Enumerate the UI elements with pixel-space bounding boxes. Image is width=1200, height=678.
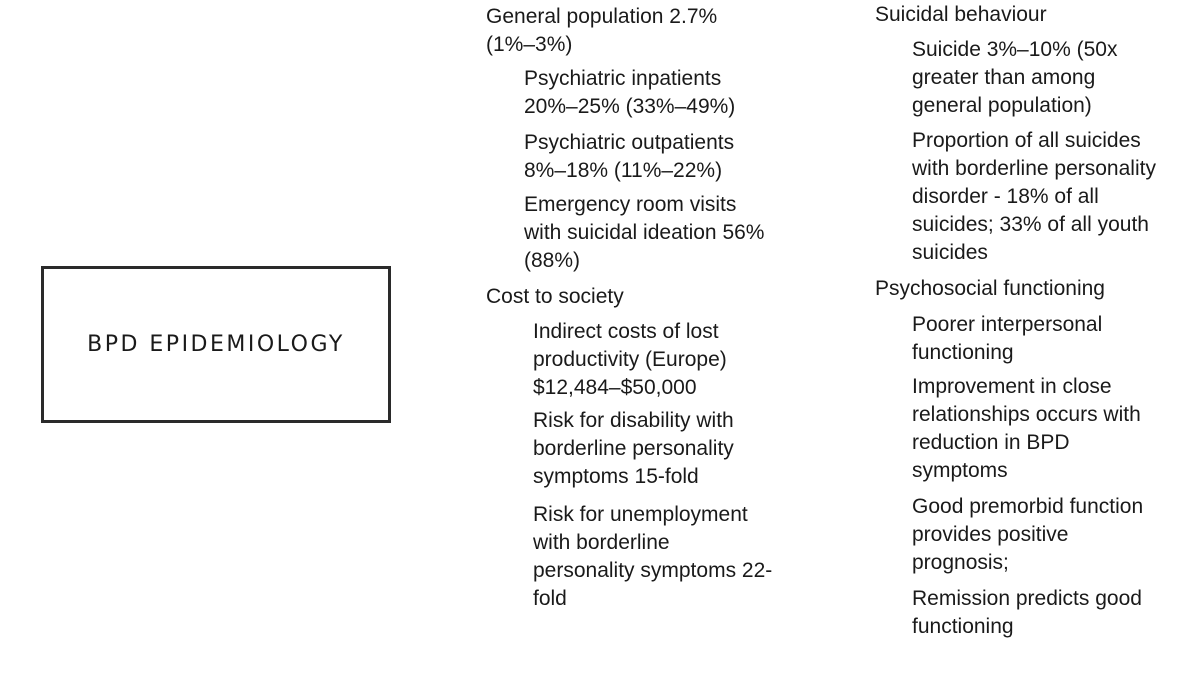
section-heading-cost-line: Cost to society xyxy=(486,285,624,308)
section-item-psychosocial-line: Good premorbid function xyxy=(912,495,1144,518)
section-item-psychosocial xyxy=(912,493,1143,577)
section-item-prevalence xyxy=(524,191,764,275)
section-item-cost-line: Indirect costs of lost xyxy=(533,320,719,343)
section-item-prevalence-line: with suicidal ideation 56% xyxy=(524,221,765,244)
section-item-psychosocial-line: Improvement in close xyxy=(912,375,1112,398)
section-item-cost-line: Risk for disability with xyxy=(533,409,734,432)
section-item-suicidal-line: suicides; 33% of all youth xyxy=(912,213,1149,236)
section-item-cost-line: productivity (Europe) xyxy=(533,348,727,371)
section-item-cost-line: $12,484–$50,000 xyxy=(533,376,697,399)
section-item-cost xyxy=(533,407,734,491)
section-heading-suicidal-line: Suicidal behaviour xyxy=(875,3,1047,26)
section-heading-prevalence-line: (1%–3%) xyxy=(486,33,573,56)
section-item-cost xyxy=(533,501,772,613)
section-item-suicidal-line: greater than among xyxy=(912,66,1096,89)
section-item-suicidal-line: general population) xyxy=(912,94,1092,117)
section-item-prevalence xyxy=(524,129,734,185)
section-item-psychosocial-line: functioning xyxy=(912,341,1014,364)
section-item-psychosocial xyxy=(912,311,1102,367)
section-item-cost-line: Risk for unemployment xyxy=(533,503,748,526)
section-item-suicidal xyxy=(912,36,1117,120)
section-heading-prevalence-line: General population 2.7% xyxy=(486,5,718,28)
section-heading-suicidal xyxy=(875,1,1047,29)
section-item-suicidal-line: with borderline personality xyxy=(912,157,1156,180)
section-item-psychosocial-line: provides positive xyxy=(912,523,1069,546)
section-heading-psychosocial xyxy=(875,275,1105,303)
section-item-suicidal-line: suicides xyxy=(912,241,988,264)
section-item-psychosocial-line: symptoms xyxy=(912,459,1008,482)
section-item-prevalence xyxy=(524,65,735,121)
section-item-cost-line: borderline personality xyxy=(533,437,734,460)
section-item-psychosocial-line: relationships occurs with xyxy=(912,403,1141,426)
section-item-cost-line: personality symptoms 22- xyxy=(533,559,773,582)
section-item-suicidal-line: Proportion of all suicides xyxy=(912,129,1141,152)
section-item-cost-line: fold xyxy=(533,587,567,610)
section-item-psychosocial-line: prognosis; xyxy=(912,551,1009,574)
section-item-prevalence-line: 8%–18% (11%–22%) xyxy=(524,159,723,182)
section-heading-cost xyxy=(486,283,624,311)
section-item-prevalence-line: Emergency room visits xyxy=(524,193,737,216)
section-item-psychosocial-line: Poorer interpersonal xyxy=(912,313,1103,336)
diagram-title: BPD EPIDEMIOLOGY xyxy=(87,332,345,357)
section-heading-prevalence xyxy=(486,3,717,59)
section-item-suicidal-line: disorder - 18% of all xyxy=(912,185,1099,208)
section-item-prevalence-line: Psychiatric inpatients xyxy=(524,67,722,90)
section-item-prevalence-line: Psychiatric outpatients xyxy=(524,131,735,154)
section-item-psychosocial xyxy=(912,373,1141,485)
section-item-cost-line: with borderline xyxy=(533,531,670,554)
section-item-suicidal xyxy=(912,127,1156,267)
title-box xyxy=(41,266,391,423)
section-item-psychosocial-line: reduction in BPD xyxy=(912,431,1070,454)
section-item-psychosocial-line: functioning xyxy=(912,615,1014,638)
section-item-psychosocial-line: Remission predicts good xyxy=(912,587,1142,610)
section-item-cost xyxy=(533,318,727,402)
section-item-cost-line: symptoms 15-fold xyxy=(533,465,699,488)
section-item-suicidal-line: Suicide 3%–10% (50x xyxy=(912,38,1118,61)
section-item-prevalence-line: (88%) xyxy=(524,249,581,272)
section-item-prevalence-line: 20%–25% (33%–49%) xyxy=(524,95,736,118)
section-item-psychosocial xyxy=(912,585,1142,641)
section-heading-psychosocial-line: Psychosocial functioning xyxy=(875,277,1105,300)
